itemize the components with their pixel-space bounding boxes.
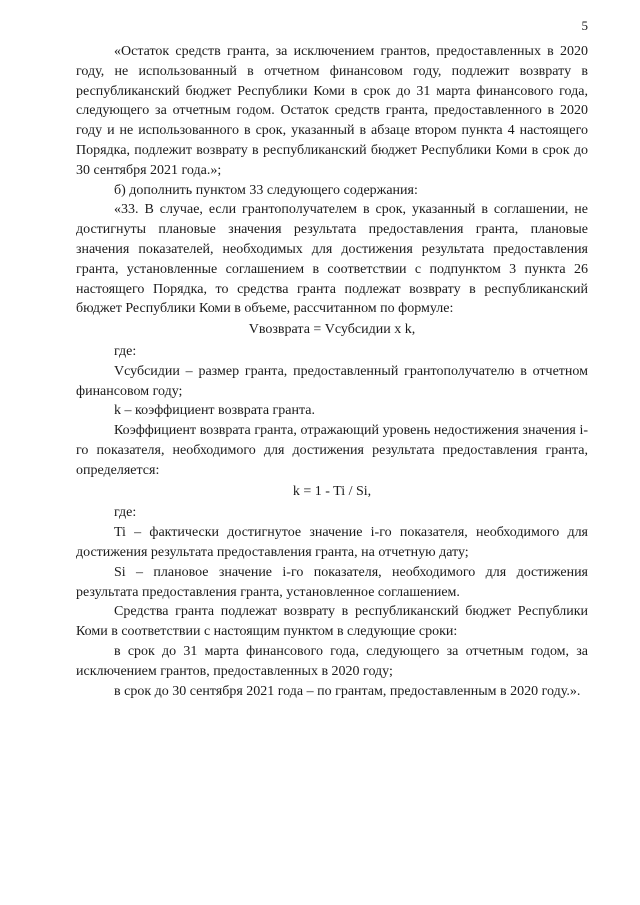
page-number: 5 [581,18,588,33]
paragraph-coefficient-description: Коэффициент возврата гранта, отражающий уровень недостижения значения i-го показателя, необходимого для достижения результата предоставления гранта, определяется: [76,423,588,478]
paragraph-si-definition: Si – плановое значение i-го показателя, необходимого для достижения результата предоставления гранта, установленное соглашением. [76,564,588,600]
formula-return-volume: Vвозврата = Vсубсидии x k, [248,322,416,338]
paragraph-return-terms: Средства гранта подлежат возврату в республиканский бюджет Республики Коми в соответствии с настоящим пунктом в следующие сроки: [76,604,588,640]
paragraph-k-definition: k – коэффициент возврата гранта. [114,403,316,419]
paragraph-term-march: в срок до 31 марта финансового года, следующего за отчетным годом, за исключением грантов, предоставленных в 2020 году; [76,643,588,679]
paragraph-amendment-b: б) дополнить пунктом 33 следующего содержания: [114,182,418,198]
paragraph-where-2: где: [114,505,137,521]
document-body [76,42,588,701]
paragraph-where-1: где: [114,343,137,359]
paragraph-ti-definition: Ti – фактически достигнутое значение i-го показателя, необходимого для достижения результата предоставления гранта, на отчетную дату; [76,525,588,560]
paragraph-term-september: в срок до 30 сентября 2021 года – по грантам, предоставленным в 2020 году.». [114,683,581,699]
paragraph-vsubsidy-definition: Vсубсидии – размер гранта, предоставленный грантополучателю в отчетном финансовом году; [76,363,588,399]
paragraph-grant-remainder: «Остаток средств гранта, за исключением грантов, предоставленных в 2020 году, не использованный в отчетном финансовом году, подлежит возврату в республиканский бюджет Республики Коми в срок до 31 марта финансового года, следующего за отчетным годом. Остаток средств гранта, предоставленного в 2020 году и не использованного в срок, указанный в абзаце втором пункта 4 настоящего Порядка, подлежит возврату в республиканский бюджет Республики Коми в срок до 30 сентября 2021 года.»; [76,44,588,178]
paragraph-item-33: «33. В случае, если грантополучателем в срок, указанный в соглашении, не достигнуты плановые значения результата предоставления гранта, плановые значения показателей, необходимых для достижения результата предоставления гранта, установленные соглашением в соответствии с подпунктом 3 пункта 26 настоящего Порядка, то средства гранта подлежат возврату в республиканский бюджет Республики Коми в объеме, рассчитанном по формуле: [76,202,588,317]
formula-coefficient: k = 1 - Ti / Si, [292,483,372,499]
